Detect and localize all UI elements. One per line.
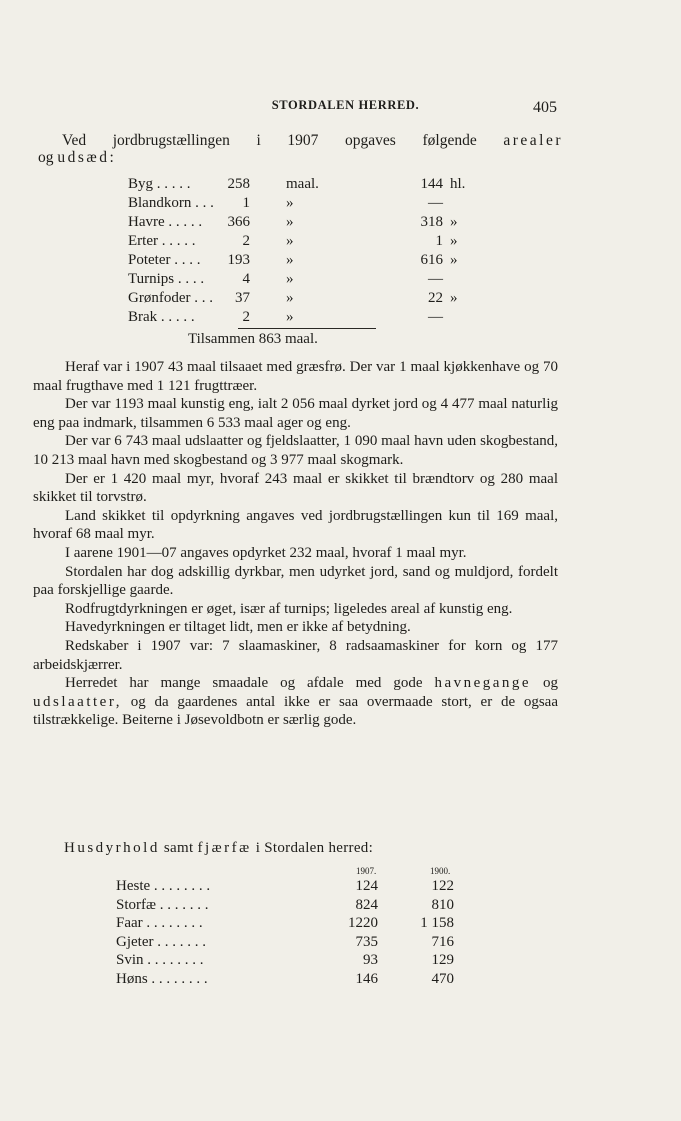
crop-area: 1 [242,195,250,211]
livestock-row [116,897,466,916]
count-1907: 735 [355,933,378,950]
crop-row [128,252,508,271]
intro-line-1 [38,132,563,149]
intro-text [38,132,563,166]
crop-unit: maal. [286,176,319,192]
crop-total: Tilsammen 863 maal. [188,331,318,347]
animal-name: Gjeter . . . . . . . [116,933,206,950]
crop-row [128,214,508,233]
crop-seed-unit: » [450,233,458,249]
crop-unit: » [286,252,294,268]
count-1900: 716 [431,933,454,950]
count-1907: 824 [355,896,378,913]
col-1900-label: 1900. [430,866,451,876]
intro-spaced-word-1: arealer [503,132,563,149]
crop-row [128,309,508,328]
crop-name: Brak . . . . . [128,309,195,325]
intro-line-2-prefix: og [38,149,54,166]
intro-spaced-word-2: udsæd: [57,149,117,166]
paragraph: Havedyrkningen er tiltaget lidt, men er ikke af betydning. [65,619,411,636]
animal-name: Storfæ . . . . . . . [116,896,209,913]
crop-name: Blandkorn . . . [128,195,214,211]
crop-seed: 22 [428,290,443,306]
heading-word: i Stordalen herred: [255,840,374,856]
paragraph-part: og [543,675,559,692]
intro-line-2 [38,149,116,166]
count-1907: 124 [355,878,378,894]
crop-unit: » [286,290,294,306]
crop-unit: » [286,214,294,230]
paragraph [33,674,558,730]
paragraph-part: og da gaardenes antal ikke er saa overmaade stort, er de ogsaa tilstrækkelige. Beiterne i Jøsevoldbotn er særlig gode. [33,693,559,729]
crop-seed: — [428,271,443,287]
count-1900: 470 [431,970,454,987]
crop-seed: 144 [420,176,443,192]
paragraph: Stordalen har dog adskillig dyrkbar, men udyrket jord, sand og muldjord, fordelt paa forskjellige gaarde. [33,563,558,599]
crop-row [128,271,508,290]
crop-area: 2 [242,233,250,249]
crop-unit: » [286,233,294,249]
animal-name: Heste . . . . . . . . [116,878,211,894]
crop-area: 4 [242,271,250,287]
paragraph: Land skikket til opdyrkning angaves ved jordbrugstællingen kun til 169 maal, hvoraf 68 maal myr. [33,507,558,543]
crop-seed: — [428,309,443,325]
animal-name: Svin . . . . . . . . [116,952,204,968]
crop-name: Turnips . . . . [128,271,205,287]
count-1907: 93 [363,952,378,968]
crop-name: Erter . . . . . [128,233,196,249]
crop-row [128,176,508,195]
body-text [33,358,558,730]
total-rule [238,328,376,329]
count-1900: 1 158 [420,915,454,931]
crop-unit: » [286,195,294,211]
livestock-row [116,952,466,971]
intro-line-1-text: Ved jordbrugstællingen i 1907 opgaves følgende [62,132,477,149]
crop-seed: — [428,195,443,211]
count-1907: 146 [355,970,378,987]
crop-area: 258 [227,176,250,192]
crop-name: Havre . . . . . [128,214,203,230]
crop-seed-unit: » [450,252,458,268]
heading-word: samt [163,840,194,856]
heading-spaced-word: fjærfæ [197,840,252,856]
col-1907-label: 1907. [356,866,377,876]
crop-row [128,195,508,214]
paragraph-part: Herredet har mange smaadale og afdale med gode [65,675,423,692]
paragraph: Der er 1 420 maal myr, hvoraf 243 maal er skikket til brændtorv og 280 maal skikket til torvstrø. [33,470,558,506]
crop-row [128,233,508,252]
animal-name: Høns . . . . . . . . [116,970,208,987]
livestock-row [116,878,466,897]
paragraph: Der var 6 743 maal udslaatter og fjeldslaatter, 1 090 maal havn uden skogbestand, 10 213 maal havn med skogbestand og 3 977 maal skogmark. [33,433,558,468]
running-header: STORDALEN HERRED. [271,98,420,112]
paragraph: I aarene 1901—07 angaves opdyrket 232 maal, hvoraf 1 maal myr. [65,544,467,561]
count-1900: 122 [431,878,454,894]
crop-seed-unit: hl. [450,176,466,192]
crop-table [128,176,508,328]
animal-name: Faar . . . . . . . . [116,915,203,931]
crop-name: Byg . . . . . [128,176,191,192]
livestock-table [116,866,466,989]
livestock-row [116,971,466,990]
livestock-header [116,866,466,878]
count-1907: 1220 [348,915,378,931]
crop-name: Grønfoder . . . [128,290,213,306]
paragraph: Der var 1193 maal kunstig eng, ialt 2 056 maal dyrket jord og 4 477 maal naturlig eng paa indmark, tilsammen 6 533 maal ager og eng. [33,396,558,431]
paragraph: Heraf var i 1907 43 maal tilsaaet med græsfrø. Der var 1 maal kjøkkenhave og 70 maal frugthave med 1 121 frugttræer. [33,359,558,394]
livestock-row [116,915,466,934]
crop-area: 2 [242,309,250,325]
crop-seed-unit: » [450,290,458,306]
crop-area: 37 [235,290,250,306]
crop-area: 366 [227,214,250,230]
crop-seed: 1 [435,233,443,249]
heading-spaced-word: Husdyrhold [64,840,160,856]
livestock-heading [64,840,373,857]
crop-area: 193 [227,252,250,268]
crop-seed: 616 [420,252,443,268]
count-1900: 129 [431,952,454,968]
spaced-word: havnegange [434,675,532,692]
crop-row [128,290,508,309]
paragraph: Rodfrugtdyrkningen er øget, især af turnips; ligeledes areal af kunstig eng. [65,600,513,617]
paragraph: Redskaber i 1907 var: 7 slaamaskiner, 8 radsaamaskiner for korn og 177 arbeidskjærrer. [33,637,558,673]
spaced-word: udslaatter, [33,693,122,710]
page-number: 405 [533,99,557,116]
crop-unit: » [286,309,294,325]
crop-seed-unit: » [450,214,458,230]
crop-unit: » [286,271,294,287]
count-1900: 810 [431,896,454,913]
crop-seed: 318 [420,214,443,230]
livestock-row [116,934,466,953]
crop-name: Poteter . . . . [128,252,201,268]
